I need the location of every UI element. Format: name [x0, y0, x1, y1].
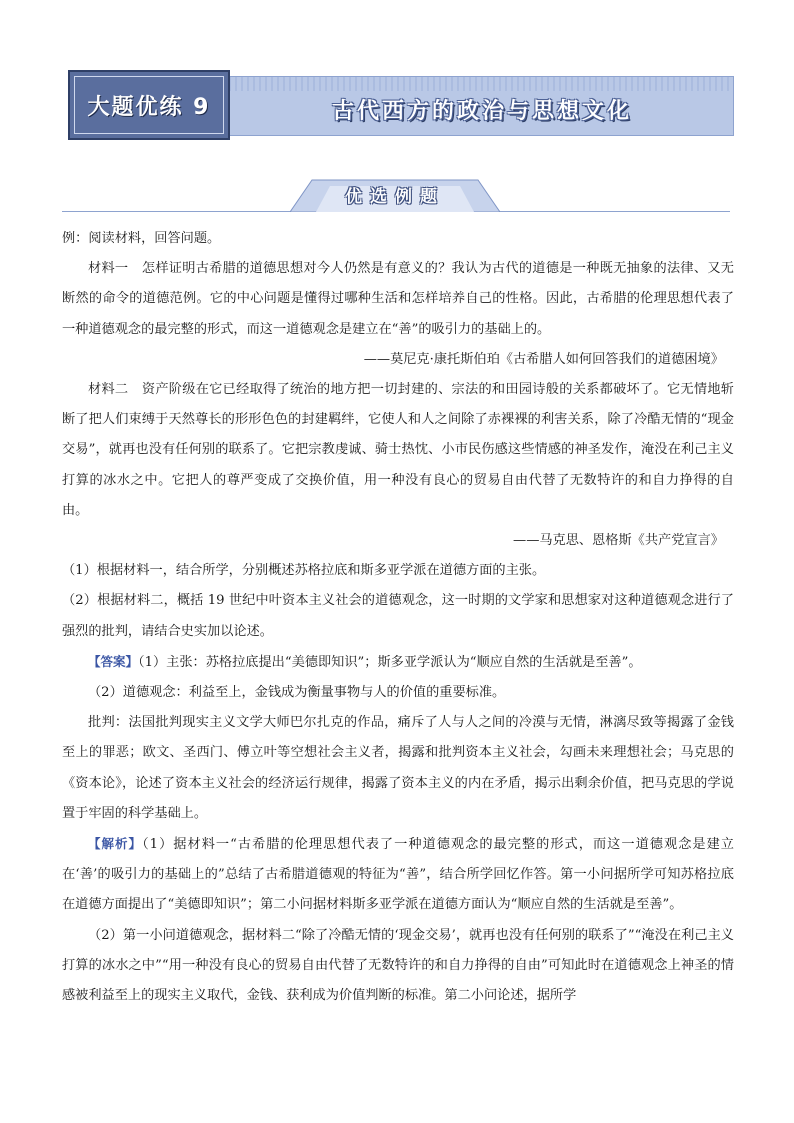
banner-badge-label: 大题优练 9	[87, 95, 211, 120]
intro-line: 例：阅读材料，回答问题。	[62, 231, 221, 246]
question-2: （2）根据材料二，概括 19 世纪中叶资本主义社会的道德观念，这一时期的文学家和思想家对这种道德观念进行了强烈的批判，请结合史实加以论述。	[62, 593, 734, 639]
analysis-1-text: （1）据材料一“古希腊的伦理思想代表了一种道德观念的最完整的形式，而这一道德观念是建立在‘善’的吸引力的基础上的”总结了古希腊道德观的特征为“善”，结合所学回忆作答。第一小问据所学可知苏格拉底在道德方面提出了“美德即知识”；第二小问据材料斯多亚学派在道德方面认为“顺应自然的生活就是至善”。	[62, 837, 734, 913]
answer-1	[62, 647, 734, 678]
section-tab	[290, 174, 500, 212]
page-title: 古代西方的政治与思想文化	[331, 99, 632, 124]
header-banner	[68, 70, 734, 140]
material-2: 材料二 资产阶级在它已经取得了统治的地方把一切封建的、宗法的和田园诗般的关系都破坏了。它无情地斩断了把人们束缚于天然尊长的形形色色的封建羁绊，它使人和人之间除了赤裸裸的利害关系，除了冷酷无情的“现金交易”，就再也没有任何别的联系了。它把宗教虔诚、骑士热忱、小市民伤感这些情感的神圣发作，淹没在利己主义打算的冰水之中。它把人的尊严变成了交换价值，用一种没有良心的贸易自由代替了无数特许的和自力挣得的自由。	[62, 382, 734, 518]
analysis-1	[62, 829, 734, 921]
source-2: ——马克思、恩格斯《共产党宣言》	[513, 533, 724, 549]
material-1: 材料一 怎样证明古希腊的道德思想对今人仍然是有意义的？我认为古代的道德是一种既无抽象的法律、又无断然的命令的道德范例。它的中心问题是懂得过哪种生活和怎样培养自己的性格。因此，古希腊的伦理思想代表了一种道德观念的最完整的形式，而这一道德观念是建立在“善”的吸引力的基础上的。	[62, 261, 734, 337]
document-body	[62, 224, 734, 1011]
question-1: （1）根据材料一，结合所学，分别概述苏格拉底和斯多亚学派在道德方面的主张。	[62, 563, 546, 579]
analysis-2: （2）第一小问道德观念，据材料二“除了冷酷无情的‘现金交易’，就再也没有任何别的联系了”“淹没在利己主义打算的冰水之中”“用一种没有良心的贸易自由代替了无数特许的和自力挣得的自由”可知此时在道德观念上神圣的情感被利益至上的现实主义取代，金钱、获利成为价值判断的标准。第二小问论述，据所学	[62, 927, 734, 1004]
banner-badge	[68, 70, 230, 140]
section-tab-label: 优选例题	[345, 187, 445, 207]
banner-stripes	[229, 77, 733, 91]
source-1: ——莫尼克·康托斯伯珀《古希腊人如何回答我们的道德困境》	[363, 351, 724, 367]
critique: 批判：法国批判现实主义文学大师巴尔扎克的作品，痛斥了人与人之间的冷漠与无情，淋漓尽致等揭露了金钱至上的罪恶；欧文、圣西门、傅立叶等空想社会主义者，揭露和批判资本主义社会，勾画未来理想社会；马克思的《资本论》，论述了资本主义社会的经济运行规律，揭露了资本主义的内在矛盾，揭示出剩余价值，把马克思的学说置于牢固的科学基础上。	[62, 715, 734, 821]
answer-1-text: （1）主张：苏格拉底提出“美德即知识”；斯多亚学派认为“顺应自然的生活就是至善”。	[138, 654, 642, 670]
answer-2: （2）道德观念：利益至上，金钱成为衡量事物与人的价值的重要标准。	[88, 685, 506, 701]
answer-tag: 【答案】	[88, 653, 139, 669]
analysis-tag: 【解析】	[88, 836, 143, 852]
